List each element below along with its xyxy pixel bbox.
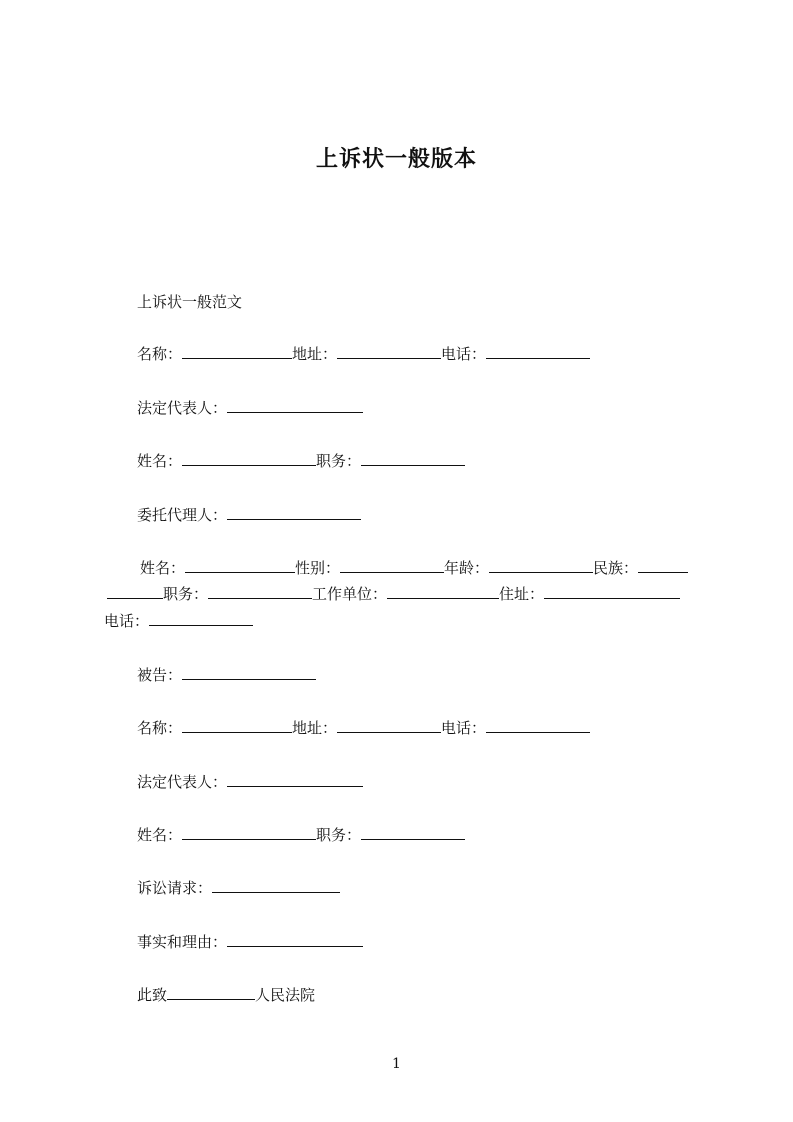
defendant-rep-name-field[interactable] (182, 825, 316, 840)
agent-field[interactable] (227, 505, 361, 520)
agent-details-line-3 (104, 611, 253, 631)
page-title: 上诉状一般版本 (315, 147, 477, 172)
appellant-name-field[interactable] (182, 344, 292, 359)
agent-ethnicity-field-end[interactable] (107, 584, 163, 599)
closing-prefix: 此致 (137, 986, 168, 1004)
agent-employer-field[interactable] (387, 584, 499, 599)
appellant-name-label: 名称： (137, 345, 183, 363)
appellant-rep-name-field[interactable] (182, 451, 316, 466)
agent-residence-label: 住址： (499, 585, 545, 603)
claims-label: 诉讼请求： (137, 879, 213, 897)
agent-details-line-2 (107, 584, 680, 604)
defendant-name-label: 名称： (137, 719, 183, 737)
defendant-name-field[interactable] (182, 718, 292, 733)
defendant-rep-name-label: 姓名： (137, 826, 183, 844)
defendant-rep-line (137, 825, 465, 845)
agent-age-field[interactable] (489, 558, 593, 573)
defendant-phone-label: 电话： (441, 719, 487, 737)
agent-ethnicity-label: 民族： (593, 559, 639, 577)
appellant-rep-position-label: 职务： (316, 452, 362, 470)
claims-field[interactable] (212, 878, 340, 893)
agent-ethnicity-field-start[interactable] (638, 558, 688, 573)
agent-gender-field[interactable] (340, 558, 444, 573)
intro-text: 上诉状一般范文 (137, 293, 243, 311)
agent-residence-field[interactable] (544, 584, 680, 599)
defendant-rep-position-label: 职务： (316, 826, 362, 844)
defendant-phone-field[interactable] (486, 718, 590, 733)
court-name-field[interactable] (167, 985, 255, 1000)
appellant-legal-rep-label: 法定代表人： (137, 399, 228, 417)
agent-label: 委托代理人： (137, 506, 228, 524)
page-number: 1 (392, 1056, 401, 1072)
appellant-legal-rep-field[interactable] (227, 398, 363, 413)
defendant-line (137, 665, 316, 685)
appellant-phone-field[interactable] (486, 344, 590, 359)
defendant-legal-rep-field[interactable] (227, 772, 363, 787)
agent-gender-label: 性别： (295, 559, 341, 577)
closing-suffix: 人民法院 (255, 986, 316, 1004)
defendant-legal-rep-label: 法定代表人： (137, 773, 228, 791)
appellant-address-field[interactable] (337, 344, 441, 359)
agent-name-label: 姓名： (140, 559, 186, 577)
agent-line (137, 505, 361, 525)
agent-phone-label: 电话： (104, 612, 150, 630)
appellant-legal-rep-line (137, 398, 363, 418)
closing-line (137, 985, 315, 1005)
appellant-contact-line (137, 344, 590, 364)
defendant-address-field[interactable] (337, 718, 441, 733)
agent-age-label: 年龄： (444, 559, 490, 577)
appellant-phone-label: 电话： (441, 345, 487, 363)
facts-reasons-field[interactable] (227, 932, 363, 947)
appellant-address-label: 地址： (292, 345, 338, 363)
appellant-rep-name-label: 姓名： (137, 452, 183, 470)
agent-position-label: 职务： (163, 585, 209, 603)
defendant-label: 被告： (137, 666, 183, 684)
intro-line (137, 292, 242, 312)
facts-reasons-label: 事实和理由： (137, 933, 228, 951)
appellant-rep-line (137, 451, 465, 471)
defendant-rep-position-field[interactable] (361, 825, 465, 840)
agent-employer-label: 工作单位： (312, 585, 388, 603)
defendant-contact-line (137, 718, 590, 738)
defendant-field[interactable] (182, 665, 316, 680)
appellant-rep-position-field[interactable] (361, 451, 465, 466)
defendant-legal-rep-line (137, 772, 363, 792)
agent-name-field[interactable] (185, 558, 295, 573)
facts-reasons-line (137, 932, 363, 952)
claims-line (137, 878, 340, 898)
agent-position-field[interactable] (208, 584, 312, 599)
agent-details-line-1 (140, 558, 688, 578)
agent-phone-field[interactable] (149, 611, 253, 626)
defendant-address-label: 地址： (292, 719, 338, 737)
